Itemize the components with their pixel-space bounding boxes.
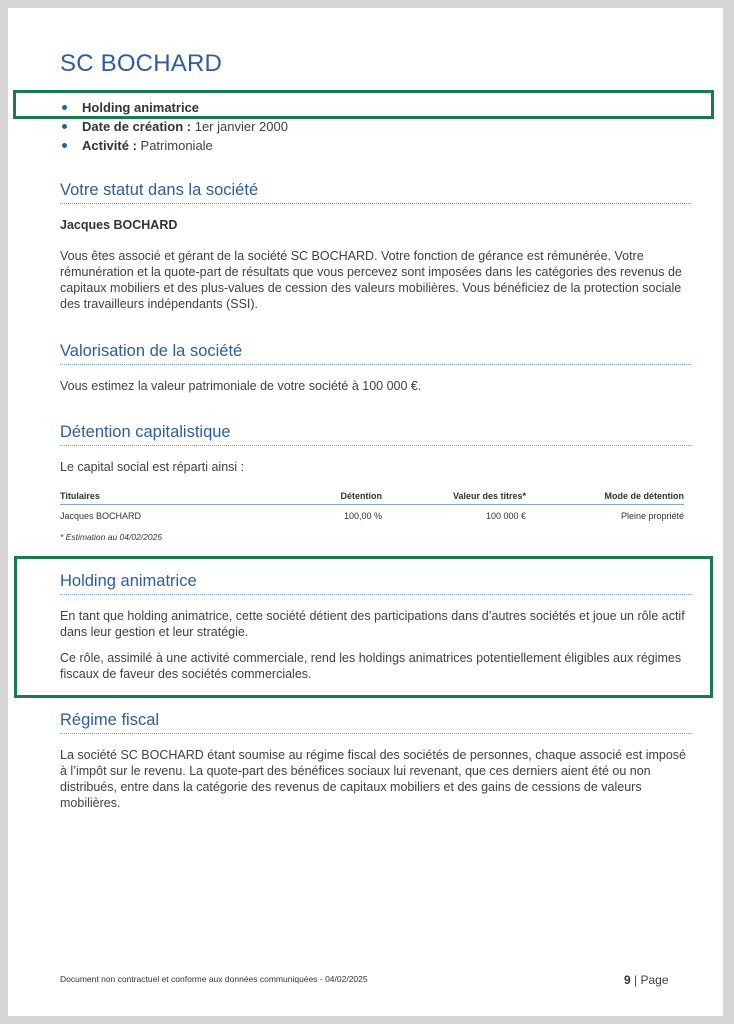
page-title: SC BOCHARD <box>60 50 223 77</box>
page-label: Page <box>640 973 669 987</box>
bullet-label: Holding animatrice <box>82 100 200 115</box>
footer-disclaimer: Document non contractuel et conforme aux données communiquées - 04/02/2025 <box>60 974 368 984</box>
section-heading-holding: Holding animatrice <box>60 572 691 595</box>
column-header: Mode de détention <box>526 488 684 505</box>
table-cell: Jacques BOCHARD <box>60 511 142 521</box>
highlight-box-holding-bullet <box>13 90 714 119</box>
holding-text-1: En tant que holding animatrice, cette société détient des participations dans d’autres sociétés et joue un rôle actif dans leur gestion et leur stratégie. <box>60 609 685 639</box>
bullet-value: 1er janvier 2000 <box>194 119 288 134</box>
table-row <box>60 505 684 522</box>
associate-name: Jacques BOCHARD <box>60 218 178 232</box>
table-header-row <box>60 488 684 505</box>
page-number-value: 9 <box>624 973 631 987</box>
table-cell: 100,00 % <box>343 511 382 521</box>
document-page <box>8 8 723 1016</box>
bullet-activite <box>60 136 288 155</box>
capital-table <box>60 488 684 521</box>
fiscal-text: La société SC BOCHARD étant soumise au régime fiscal des sociétés de personnes, chaque associé est imposé à l’impôt sur le revenu. La quote-part des bénéfices sociaux lui revenant, que ces derniers aient été ou non distribués, entre dans la catégorie des revenus de capitaux mobiliers et des gains de cessions de valeurs mobilières. <box>60 748 687 810</box>
table-cell: Pleine propriété <box>620 511 684 521</box>
section-heading-fiscal: Régime fiscal <box>60 711 691 734</box>
detention-intro: Le capital social est réparti ainsi : <box>60 460 245 474</box>
bullet-dot-icon <box>62 124 67 129</box>
bullet-dot-icon <box>62 143 67 148</box>
bullet-date-creation <box>60 117 288 136</box>
valorisation-text: Vous estimez la valeur patrimoniale de votre société à 100 000 €. <box>60 379 422 393</box>
column-header: Détention <box>330 488 382 505</box>
section-heading-statut: Votre statut dans la société <box>60 181 691 204</box>
column-header: Valeur des titres* <box>382 488 526 505</box>
section-heading-detention: Détention capitalistique <box>60 423 691 446</box>
page-separator: | <box>630 973 641 987</box>
page-number <box>624 973 669 987</box>
highlight-box-holding-section <box>14 556 713 698</box>
bullet-label: Activité : <box>82 138 137 153</box>
bullet-value: Patrimoniale <box>140 138 213 153</box>
bullet-label: Date de création : <box>82 119 192 134</box>
section-heading-valorisation: Valorisation de la société <box>60 342 691 365</box>
statut-text: Vous êtes associé et gérant de la société SC BOCHARD. Votre fonction de gérance est rémunérée. Votre rémunération et la quote-part de résultats que vous percevez sont imposées dans les catégories des revenus de capitaux mobiliers et des plus-values de cession des valeurs mobilières. Vous bénéficiez de la protection sociale des travailleurs indépendants (SSI). <box>60 249 682 311</box>
holding-text-2: Ce rôle, assimilé à une activité commerciale, rend les holdings animatrices potentiellement éligibles aux régimes fiscaux de faveur des sociétés commerciales. <box>60 651 682 681</box>
table-cell: 100 000 € <box>485 511 526 521</box>
estimation-note: * Estimation au 04/02/2025 <box>60 532 163 542</box>
column-header: Titulaires <box>60 488 330 505</box>
